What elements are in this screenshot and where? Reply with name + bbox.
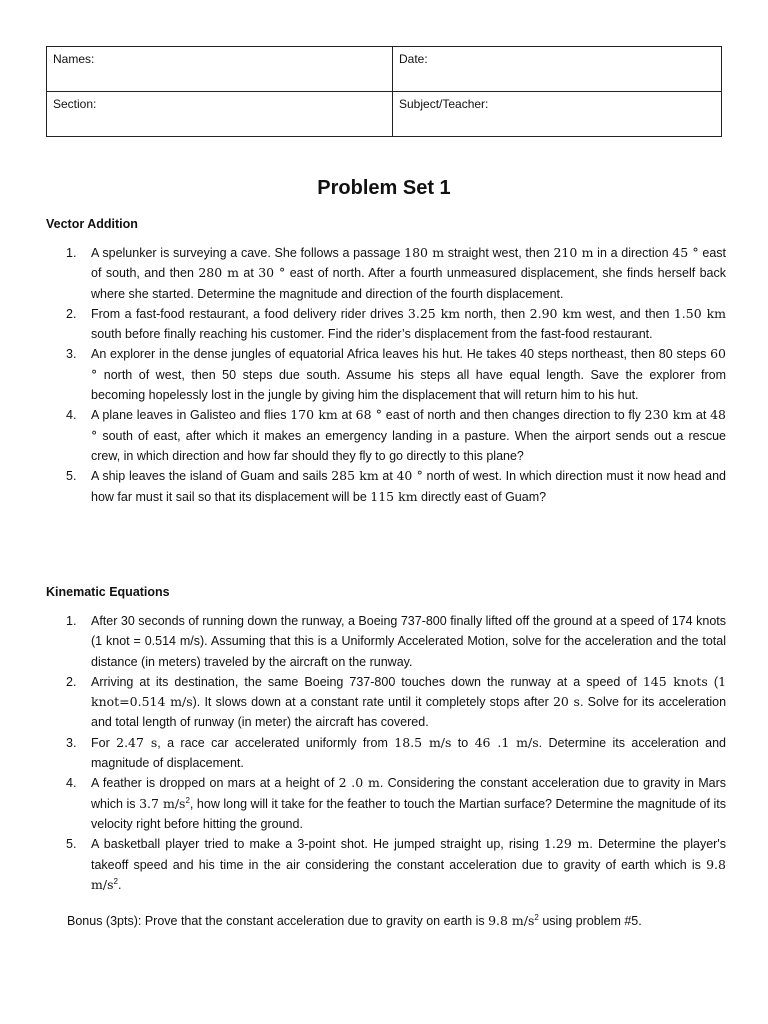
kinematic-equations-section (46, 585, 726, 895)
math-value: 40 ° (396, 468, 423, 484)
math-value: 68 ° (355, 407, 383, 423)
section-heading-vector-addition: Vector Addition (46, 217, 138, 231)
vector-problem-3 (46, 344, 726, 405)
vector-addition-section (46, 217, 726, 507)
vector-problem-5 (46, 466, 726, 507)
math-value: 230 km (644, 407, 693, 423)
vector-problem-list (46, 243, 726, 507)
problem-text: north of west, then 50 steps due south. Assume his steps all have equal length. Save the explorer from becoming hopelessly lost in the jungle by giving him the displacement that will return him to his hut. (91, 367, 726, 403)
problem-number: 5. (66, 837, 77, 852)
math-value: 2 .0 m (338, 775, 380, 791)
section-label: Section: (53, 97, 97, 111)
problem-text: directly east of Guam? (417, 489, 547, 504)
problem-text: . (117, 877, 122, 892)
names-label: Names: (53, 52, 95, 66)
math-value: 2.90 km (529, 305, 582, 321)
math-value: 45 ° (672, 245, 699, 260)
problem-number: 3. (66, 735, 77, 750)
problem-text: at (337, 408, 356, 423)
problem-number: 3. (66, 347, 77, 362)
problem-number: 2. (66, 306, 77, 321)
vector-problem-2 (46, 304, 726, 345)
problem-text: A ship leaves the island of Guam and sails (91, 469, 332, 484)
kinematic-problem-5 (46, 834, 726, 895)
math-value: 280 m (198, 265, 239, 281)
math-value: 3.25 km (407, 305, 461, 321)
problem-number: 4. (66, 408, 77, 423)
subject-teacher-label: Subject/Teacher: (399, 97, 489, 111)
problem-text: south of east, after which it makes an emergency landing in a pasture. When the airport sends out a rescue crew, in which direction and how far should they fly to go directly to this plane? (91, 428, 726, 463)
problem-text: . Determine the player's takeoff speed and his time in the air considering the constant acceleration due to gravity of earth which is (91, 837, 726, 872)
problem-text: An explorer in the dense jungles of equatorial Africa leaves his hut. He takes 40 steps northeast, then 80 steps (91, 347, 711, 362)
subject-teacher-field (393, 92, 722, 137)
math-value: 170 km (290, 407, 338, 423)
date-label: Date: (399, 52, 428, 66)
problem-text: A plane leaves in Galisteo and flies (91, 408, 291, 423)
problem-text: ( (707, 674, 719, 689)
problem-text: ). It slows down at a constant rate until it completely stops after (192, 695, 553, 710)
problem-text: west, and then (581, 306, 674, 321)
problem-text: north of west. In which direction must it now head and how far must it sail so that its displacement will be (91, 469, 726, 504)
problem-text: to (451, 735, 475, 750)
superscript: 2 (185, 795, 190, 805)
problem-text: in a direction (593, 246, 673, 260)
problem-text: A feather is dropped on mars at a height of (91, 776, 339, 791)
problem-number: 1. (66, 246, 77, 260)
problem-text: . Considering the constant acceleration due to gravity in Mars which is (91, 776, 726, 811)
problem-text: After 30 seconds of running down the runway, a Boeing 737-800 finally lifted off the ground at a speed of 174 knots (1 knot = 0.514 m/s). Assuming that this is a Uniformly Accelerated Motion, solve for the acceleration and the total distance (in meters) traveled by the aircraft on the runway. (91, 614, 726, 669)
superscript: 2 (534, 912, 539, 922)
problem-text: at (692, 408, 711, 423)
date-field (393, 47, 722, 92)
math-value: 1.29 m (543, 836, 590, 852)
problem-number: 5. (66, 469, 77, 484)
names-field (47, 47, 393, 92)
problem-number: 1. (66, 614, 77, 628)
kinematic-problem-2 (46, 672, 726, 733)
math-value: 1.50 km (673, 305, 727, 321)
problem-text: , a race car accelerated uniformly from (157, 735, 395, 750)
problem-text: A spelunker is surveying a cave. She follows a passage (91, 246, 405, 260)
math-value: 1 knot=0.514 m/s (91, 673, 727, 710)
problem-number: 4. (66, 776, 77, 791)
math-value: 285 km (331, 468, 379, 484)
problem-text: east of north. After a fourth unmeasured displacement, she finds herself back where she started. Determine the magnitude and direction of the fourth displacement. (91, 266, 727, 301)
section-field (47, 92, 393, 137)
problem-text: For (91, 735, 117, 750)
bonus-text: Bonus (3pts): Prove that the constant acceleration due to gravity on earth is (67, 914, 489, 928)
problem-text: . Determine its acceleration and magnitude of displacement. (91, 735, 726, 771)
problem-text: . Solve for its acceleration and total length of runway (in meter) the aircraft has covered. (91, 695, 727, 730)
math-value: 60 ° (91, 346, 726, 382)
problem-text: Arriving at its destination, the same Boeing 737-800 touches down the runway at a speed of (91, 674, 643, 689)
kinematic-problem-4 (46, 773, 726, 834)
problem-text: east of north and then changes direction to fly (382, 408, 645, 423)
kinematic-problem-3 (46, 733, 726, 774)
math-value: 18.5 m/s (394, 734, 452, 750)
math-value: 210 m (553, 245, 594, 260)
math-value: 145 knots (642, 673, 708, 689)
kinematic-problem-1 (46, 611, 726, 672)
vector-problem-1 (46, 243, 726, 304)
math-value: 9.8 m/s (91, 856, 726, 892)
math-value: 180 m (404, 245, 445, 260)
math-value: 9.8 m/s (488, 913, 535, 928)
kinematic-problem-list (46, 611, 726, 895)
problem-text: A basketball player tried to make a 3-point shot. He jumped straight up, rising (91, 837, 544, 852)
problem-text: south before finally reaching his customer. Find the rider’s displacement from the fast-food restaurant. (91, 327, 653, 342)
vector-problem-4 (46, 405, 726, 466)
section-heading-kinematic-equations: Kinematic Equations (46, 585, 170, 599)
math-value: 48 ° (91, 407, 726, 443)
header-info-table (46, 46, 722, 137)
bonus-question (67, 913, 727, 928)
problem-text: straight west, then (444, 246, 554, 260)
problem-text: , how long will it take for the feather to touch the Martian surface? Determine the magnitude of its velocity right before hitting the ground. (91, 796, 726, 831)
problem-text: From a fast-food restaurant, a food delivery rider drives (91, 306, 408, 321)
math-value: 20 s (552, 694, 580, 710)
page-title: Problem Set 1 (317, 177, 451, 199)
math-value: 3.7 m/s (139, 795, 186, 811)
math-value: 46 .1 m/s (474, 734, 539, 750)
math-value: 2.47 s (116, 734, 158, 750)
problem-text: at (238, 266, 259, 281)
bonus-text: using problem #5. (538, 914, 642, 928)
problem-number: 2. (66, 674, 77, 689)
problem-text: at (378, 469, 397, 484)
math-value: 115 km (370, 488, 418, 504)
problem-text: north, then (460, 306, 530, 321)
math-value: 30 ° (258, 265, 286, 281)
superscript: 2 (113, 876, 118, 886)
problem-text: east of south, and then (91, 246, 727, 281)
